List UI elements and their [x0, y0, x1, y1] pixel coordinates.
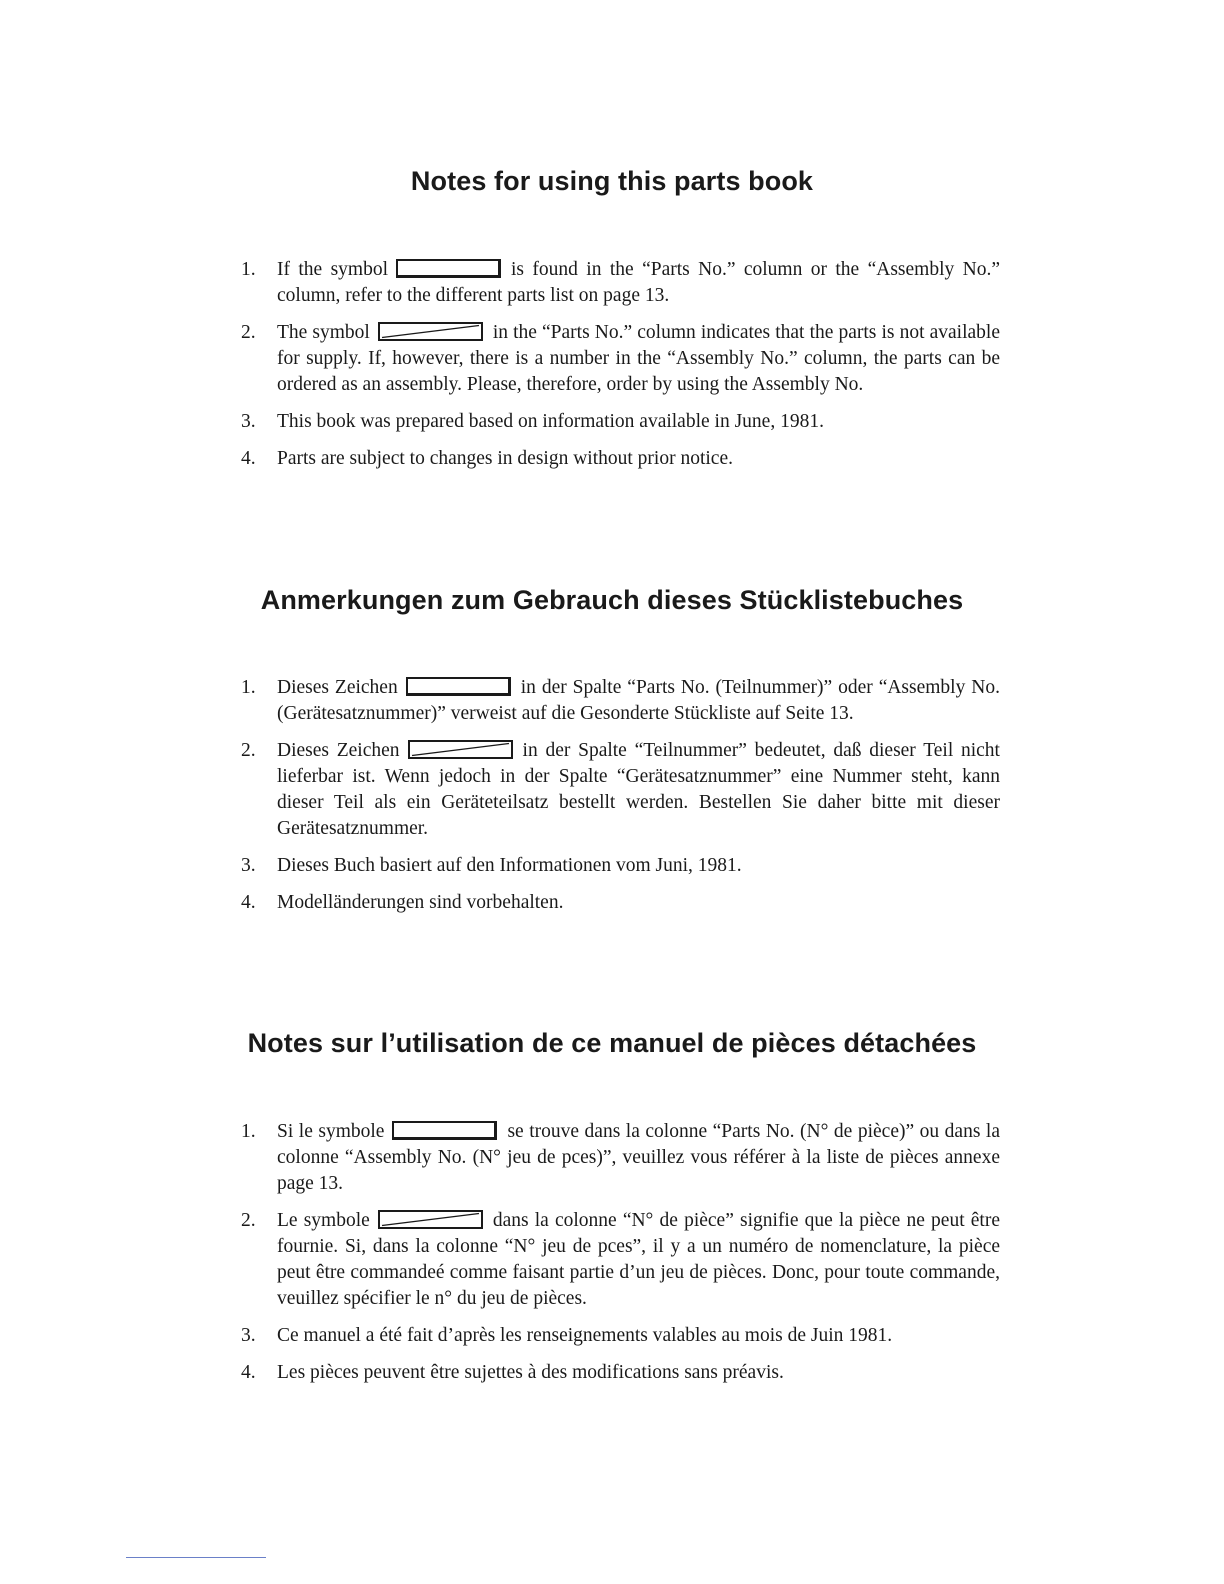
- item-number: 3.: [241, 1325, 256, 1346]
- notes-list-de: [240, 675, 1000, 927]
- item-text-pre: Si le symbole: [277, 1121, 385, 1142]
- item-number: 2.: [241, 1210, 256, 1231]
- item-text-pre: Dieses Zeichen: [277, 677, 398, 698]
- section-title-en: Notes for using this parts book: [410, 166, 814, 196]
- list-item: [240, 257, 1000, 309]
- different-parts-symbol-icon: [396, 259, 501, 278]
- section-title-de: Anmerkungen zum Gebrauch dieses Stücklistebuches: [260, 585, 964, 615]
- not-available-symbol-icon: [408, 740, 513, 759]
- item-number: 4.: [241, 892, 256, 913]
- item-text-post: in der Spalte “Parts No. (Teilnummer)” oder “Assembly No. (Gerätesatznummer)” verweist auf die Gesonderte Stückliste auf Seite 13.: [277, 677, 1000, 724]
- item-text-post: in the “Parts No.” column indicates that the parts is not available for supply. If, however, there is a number in the “Assembly No.” column, the parts can be ordered as an assembly. Please, therefore, order by using the Assembly No.: [277, 322, 1000, 395]
- item-number: 2.: [241, 740, 256, 761]
- list-item: [240, 409, 1000, 435]
- item-number: 4.: [241, 448, 256, 469]
- item-text-pre: The symbol: [277, 322, 370, 343]
- item-text-post: se trouve dans la colonne “Parts No. (N° de pièce)” ou dans la colonne “Assembly No. (N° jeu de pces)”, veuillez vous référer à la liste de pièces annexe page 13.: [277, 1121, 1000, 1194]
- list-item: [240, 675, 1000, 727]
- item-text: Parts are subject to changes in design without prior notice.: [277, 448, 733, 469]
- footer-rule: [126, 1557, 266, 1558]
- item-number: 4.: [241, 1362, 256, 1383]
- different-parts-symbol-icon: [406, 677, 511, 696]
- list-item: [240, 1119, 1000, 1197]
- item-text: Les pièces peuvent être sujettes à des modifications sans préavis.: [277, 1362, 784, 1383]
- list-item: [240, 890, 1000, 916]
- list-item: [240, 446, 1000, 472]
- item-text: This book was prepared based on information available in June, 1981.: [277, 411, 824, 432]
- item-text-pre: Dieses Zeichen: [277, 740, 400, 761]
- item-text-post: dans la colonne “N° de pièce” signifie que la pièce ne peut être fournie. Si, dans la colonne “N° jeu de pces”, il y a un numéro de nomenclature, la pièce peut être commandeé comme faisant partie d’un jeu de pièces. Donc, pour toute commande, veuillez spécifier le n° du jeu de pièces.: [277, 1210, 1000, 1309]
- item-number: 3.: [241, 855, 256, 876]
- item-text: Ce manuel a été fait d’après les renseignements valables au mois de Juin 1981.: [277, 1325, 893, 1346]
- item-number: 1.: [241, 677, 256, 698]
- list-item: [240, 1360, 1000, 1386]
- item-text-pre: Le symbole: [277, 1210, 370, 1231]
- item-number: 3.: [241, 411, 256, 432]
- list-item: [240, 738, 1000, 842]
- list-item: [240, 1323, 1000, 1349]
- item-number: 1.: [241, 1121, 256, 1142]
- item-text-post: is found in the “Parts No.” column or the “Assembly No.” column, refer to the different parts list on page 13.: [277, 259, 1000, 306]
- item-text-pre: If the symbol: [277, 259, 389, 280]
- notes-list-en: [240, 257, 1000, 483]
- notes-list-fr: [240, 1119, 1000, 1397]
- item-text: Dieses Buch basiert auf den Informationen vom Juni, 1981.: [277, 855, 742, 876]
- not-available-symbol-icon: [378, 1210, 483, 1229]
- list-item: [240, 320, 1000, 398]
- item-text-post: in der Spalte “Teilnummer” bedeutet, daß dieser Teil nicht lieferbar ist. Wenn jedoch in der Spalte “Gerätesatznummer” eine Nummer steht, kann dieser Teil als ein Geräteteilsatz bestellt werden. Bestellen Sie daher bitte mit dieser Gerätesatznummer.: [277, 740, 1000, 839]
- not-available-symbol-icon: [378, 322, 483, 341]
- different-parts-symbol-icon: [392, 1121, 497, 1140]
- list-item: [240, 853, 1000, 879]
- item-number: 2.: [241, 322, 256, 343]
- item-text: Modelländerungen sind vorbehalten.: [277, 892, 564, 913]
- section-title-fr: Notes sur l’utilisation de ce manuel de pièces détachées: [247, 1028, 977, 1058]
- list-item: [240, 1208, 1000, 1312]
- item-number: 1.: [241, 259, 256, 280]
